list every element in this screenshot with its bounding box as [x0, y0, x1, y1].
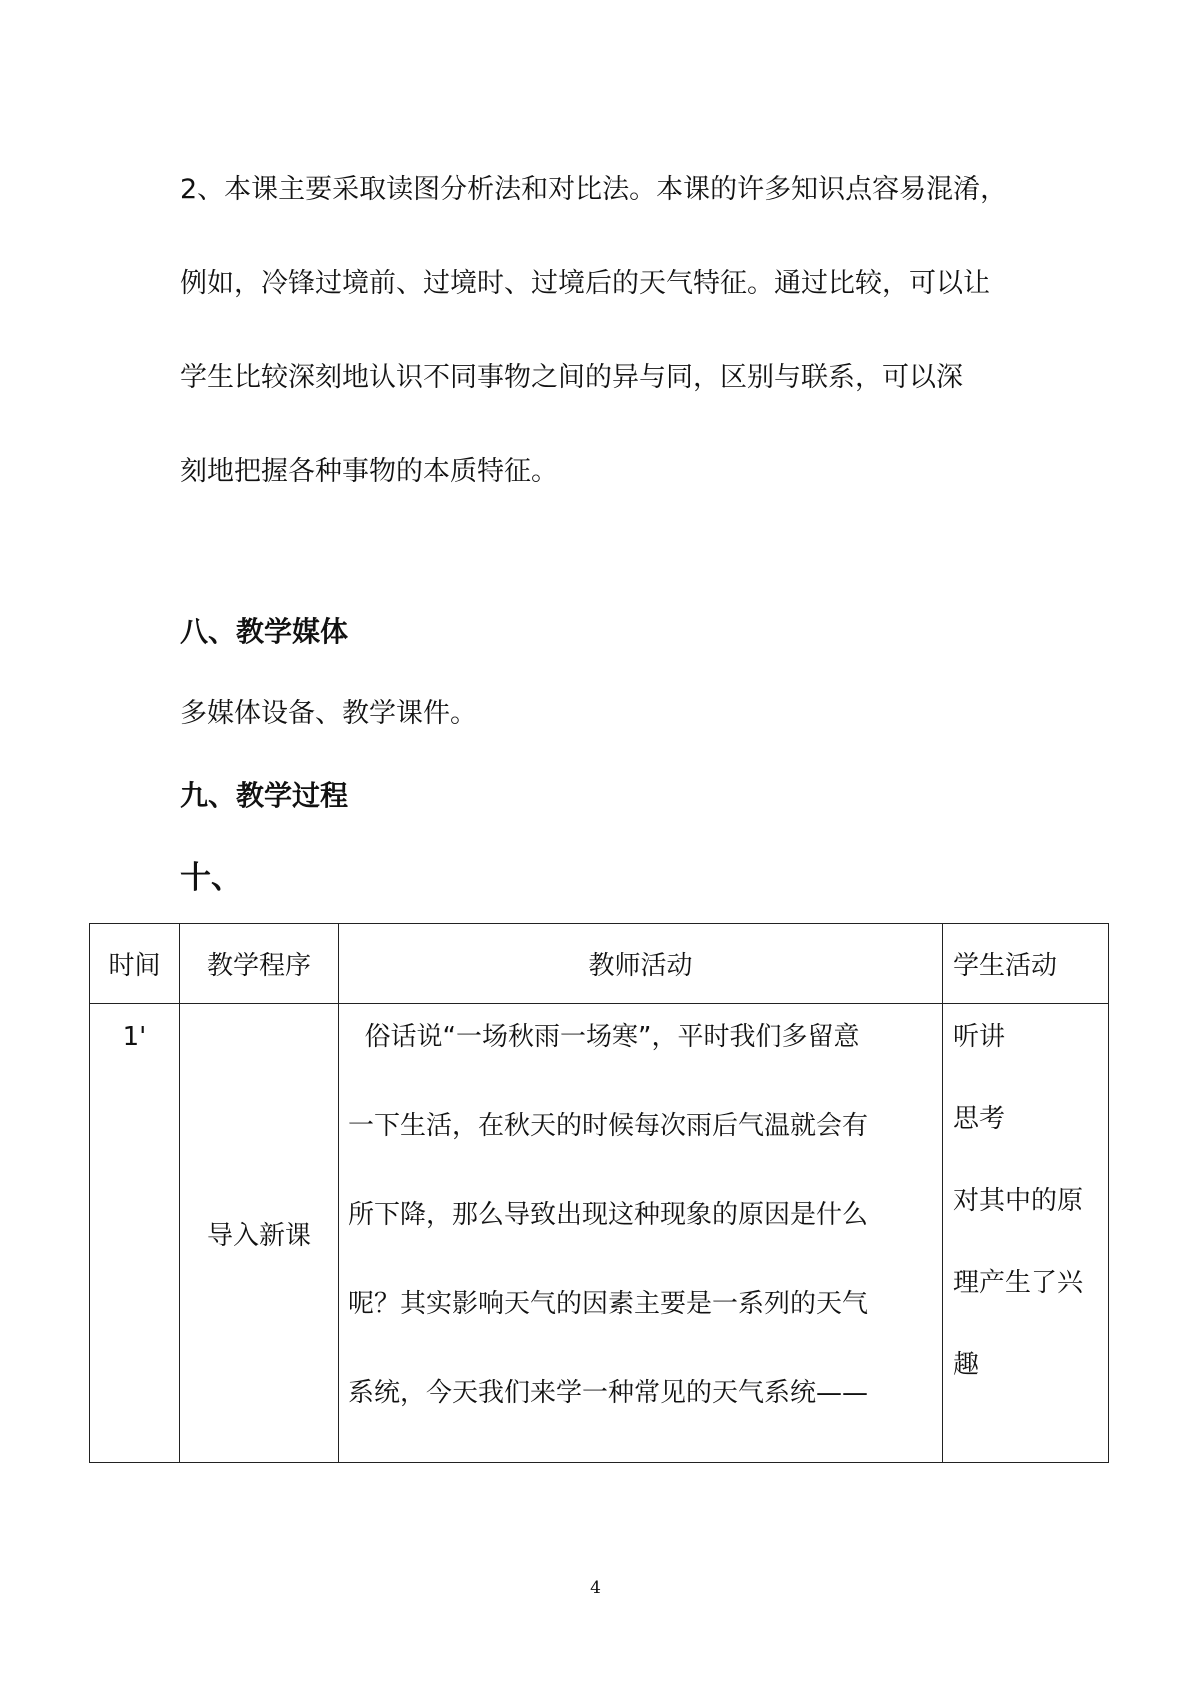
header-time: 时间 [90, 924, 180, 1004]
teacher-line: 所下降，那么导致出现这种现象的原因是什么 [348, 1200, 869, 1230]
table-row [90, 1004, 1109, 1463]
page-number: 4 [590, 1578, 601, 1598]
paragraph-line: 例如，冷锋过境前、过境时、过境后的天气特征。通过比较，可以让 [180, 268, 990, 299]
teacher-line: 系统，今天我们来学一种常见的天气系统—— [348, 1378, 869, 1408]
section-heading-ten: 十、 [180, 860, 242, 896]
student-line: 对其中的原 [953, 1186, 1084, 1216]
cell-time: 1' [90, 1004, 180, 1463]
table-header-row [90, 924, 1109, 1004]
teacher-line: 俗话说“一场秋雨一场寒”，平时我们多留意 [348, 1022, 860, 1052]
student-line: 思考 [953, 1104, 1006, 1134]
paragraph-line: 2、本课主要采取读图分析法和对比法。本课的许多知识点容易混淆， [180, 174, 1008, 205]
paragraph-line: 刻地把握各种事物的本质特征。 [180, 456, 558, 487]
teacher-line: 呢？其实影响天气的因素主要是一系列的天气 [348, 1289, 869, 1319]
cell-teacher-activity [339, 1004, 943, 1463]
student-line: 听讲 [953, 1022, 1006, 1052]
cell-student-activity [943, 1004, 1109, 1463]
teacher-line: 一下生活，在秋天的时候每次雨后气温就会有 [348, 1111, 869, 1141]
header-step: 教学程序 [180, 924, 339, 1004]
cell-step: 导入新课 [180, 1004, 339, 1463]
header-student: 学生活动 [943, 924, 1109, 1004]
lesson-table [89, 923, 1109, 1463]
section-heading-process: 九、教学过程 [180, 779, 349, 812]
section-heading-media: 八、教学媒体 [180, 615, 349, 648]
section-text-media: 多媒体设备、教学课件。 [180, 698, 477, 729]
student-line: 趣 [953, 1350, 980, 1380]
paragraph-line: 学生比较深刻地认识不同事物之间的异与同，区别与联系，可以深 [180, 362, 963, 393]
student-line: 理产生了兴 [953, 1268, 1084, 1298]
header-teacher: 教师活动 [339, 924, 943, 1004]
